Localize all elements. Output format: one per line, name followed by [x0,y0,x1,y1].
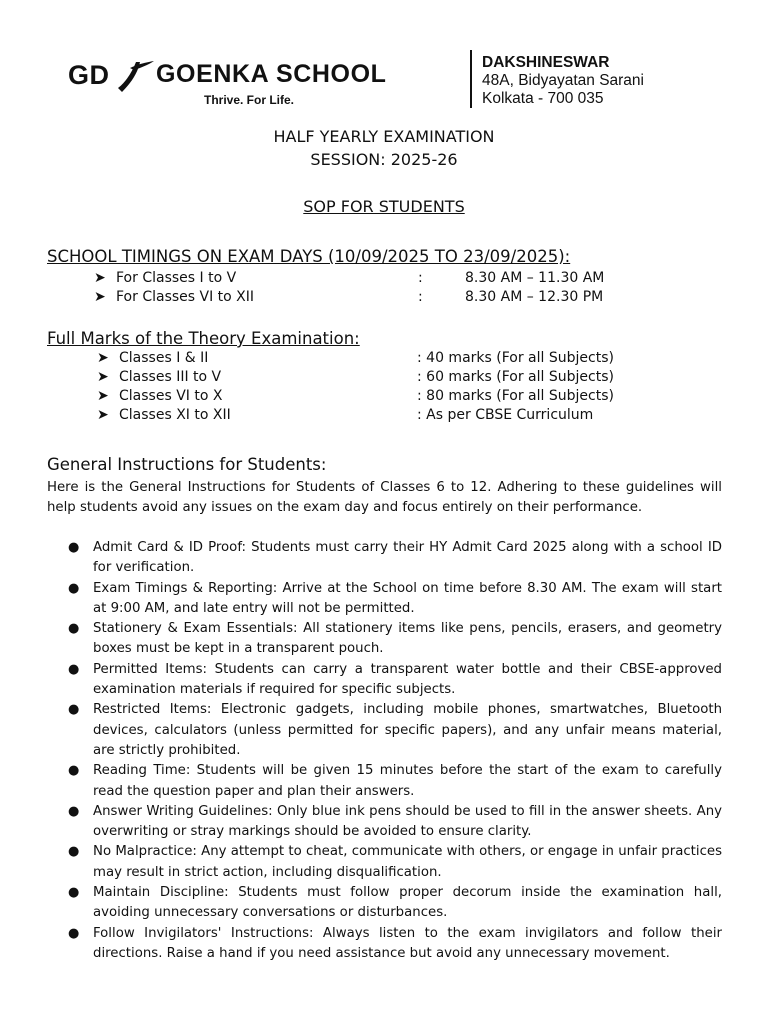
list-item [47,700,722,761]
instruction-text: Maintain Discipline: Students must follow proper decorum inside the examination hall, avoiding unnecessary conversations or disturbances. [93,885,722,921]
timings-heading: SCHOOL TIMINGS ON EXAM DAYS (10/09/2025 TO 23/09/2025): [47,247,571,266]
instruction-list [47,538,722,964]
tagline: Thrive. For Life. [204,93,295,107]
instruction-text: No Malpractice: Any attempt to cheat, communicate with others, or engage in unfair practices may result in strict action, including disqualification. [93,844,722,880]
header-divider [470,50,472,108]
marks-label: Classes I & II [119,350,209,366]
list-item [47,842,722,883]
bullet-icon: ● [68,763,80,779]
logo-swoosh-icon [116,58,156,94]
arrow-bullet-icon: ➤ [94,289,106,305]
address-line: DAKSHINESWAR [482,54,610,71]
session-title: SESSION: 2025-26 [310,150,458,169]
exam-title: HALF YEARLY EXAMINATION [273,127,495,146]
timing-label: For Classes VI to XII [116,289,255,305]
instruction-text: Answer Writing Guidelines: Only blue ink pens should be used to fill in the answer sheets. Any overwriting or stray markings should be avoided to ensure clarity. [93,803,722,840]
logo-name: GOENKA SCHOOL [156,60,387,88]
arrow-bullet-icon: ➤ [94,270,106,286]
marks-value: : 80 marks (For all Subjects) [417,388,614,404]
instruction-text: Follow Invigilators' Instructions: Always listen to the exam invigilators and follow their directions. Raise a hand if you need assistance but avoid any unnecessary movement. [93,925,722,961]
marks-label: Classes III to V [119,369,222,385]
list-item [47,660,722,701]
list-item [47,619,722,660]
bullet-icon: ● [68,925,80,941]
arrow-bullet-icon: ➤ [97,350,109,366]
bullet-icon: ● [68,885,80,901]
marks-value: : 60 marks (For all Subjects) [417,369,614,385]
list-item [47,538,722,579]
sop-title: SOP FOR STUDENTS [303,197,465,216]
list-item [47,883,722,924]
list-item [47,579,722,620]
bullet-icon: ● [68,844,80,860]
bullet-icon: ● [68,702,80,718]
timing-value: 8.30 AM – 11.30 AM [465,270,605,286]
instruction-text: Admit Card & ID Proof: Students must carry their HY Admit Card 2025 along with a school ID for verification. [93,540,722,576]
colon: : [418,289,423,305]
arrow-bullet-icon: ➤ [97,369,109,385]
list-item [47,924,722,965]
timing-value: 8.30 AM – 12.30 PM [465,289,604,305]
logo-mark: GD [68,60,110,90]
general-intro: Here is the General Instructions for Students of Classes 6 to 12. Adhering to these guidelines will help students avoid any issues on the exam day and focus entirely on their performance. [47,480,722,516]
marks-label: Classes XI to XII [119,407,231,423]
instruction-text: Permitted Items: Students can carry a transparent water bottle and their CBSE-approved examination materials if required for specific subjects. [93,661,722,698]
bullet-icon: ● [68,621,80,637]
list-item [47,761,722,802]
general-heading: General Instructions for Students: [47,455,327,474]
instruction-text: Restricted Items: Electronic gadgets, including mobile phones, smartwatches, Bluetooth devices, calculators (unless permitted for specific papers), and any unfair means material, are strictly prohibited. [93,702,722,758]
marks-value: : As per CBSE Curriculum [417,407,594,423]
bullet-icon: ● [68,803,80,819]
bullet-icon: ● [68,661,80,677]
arrow-bullet-icon: ➤ [97,388,109,404]
bullet-icon: ● [68,580,80,596]
address-line: 48A, Bidyayatan Sarani [482,72,644,89]
timing-label: For Classes I to V [116,270,237,286]
school-address [482,54,644,108]
instruction-text: Exam Timings & Reporting: Arrive at the School on time before 8.30 AM. The exam will start at 9:00 AM, and late entry will not be permitted. [93,580,722,616]
address-line: Kolkata - 700 035 [482,90,604,107]
marks-label: Classes VI to X [119,388,223,404]
bullet-icon: ● [68,540,80,555]
marks-value: : 40 marks (For all Subjects) [417,350,614,366]
marks-heading: Full Marks of the Theory Examination: [47,329,360,348]
list-item [47,802,722,843]
instruction-text: Stationery & Exam Essentials: All stationery items like pens, pencils, erasers, and geometry boxes must be kept in a transparent pouch. [93,621,722,657]
colon: : [418,270,423,286]
arrow-bullet-icon: ➤ [97,407,109,423]
instruction-text: Reading Time: Students will be given 15 minutes before the start of the exam to carefully read the question paper and plan their answers. [93,763,722,799]
